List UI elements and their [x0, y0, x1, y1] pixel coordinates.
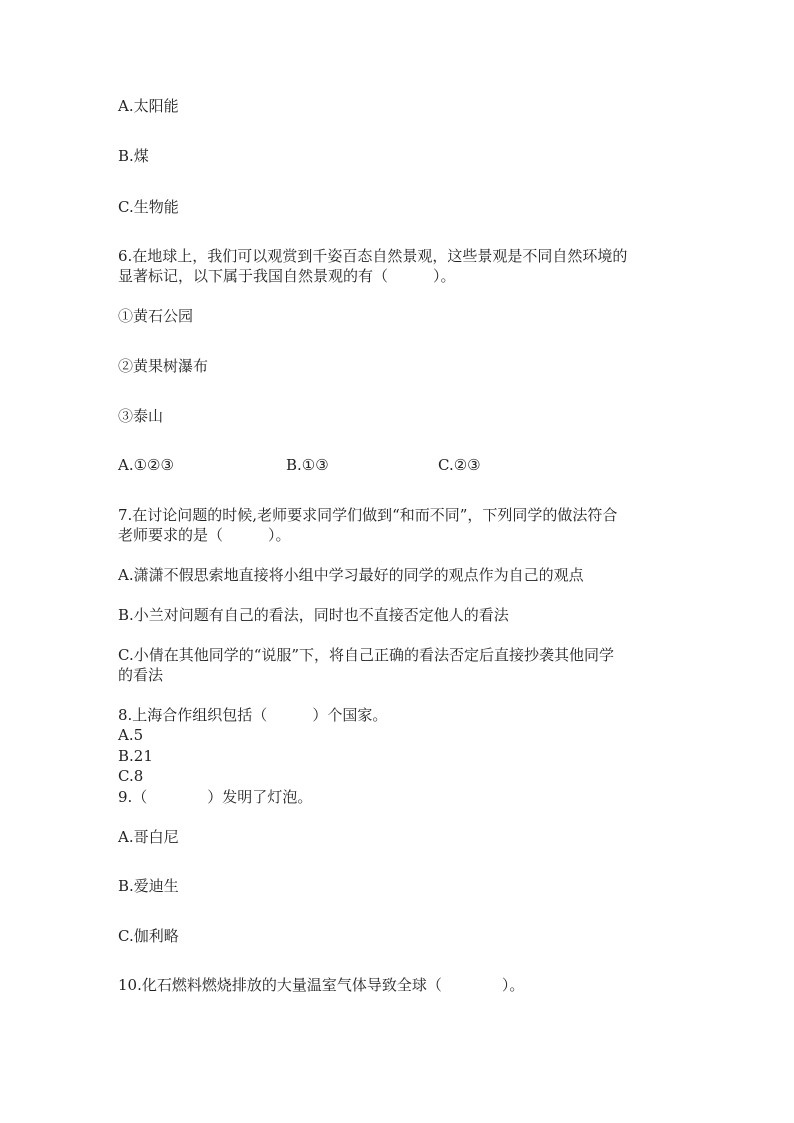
q8-option-b: B.21	[118, 747, 153, 765]
q6-item-2: ②黄果树瀑布	[118, 357, 209, 375]
q6-item-3: ③泰山	[118, 407, 164, 425]
q8-stem: 8.上海合作组织包括（ ）个国家。	[118, 706, 388, 724]
q5-option-b: B.煤	[118, 147, 149, 165]
q7-option-a: A.潇潇不假思索地直接将小组中学习最好的同学的观点作为自己的观点	[118, 566, 584, 584]
q7-stem-line1: 7.在讨论问题的时候,老师要求同学们做到“和而不同”，下列同学的做法符合	[118, 506, 618, 524]
q10-stem: 10.化石燃料燃烧排放的大量温室气体导致全球（ ）。	[118, 976, 525, 994]
q7-option-b: B.小兰对问题有自己的看法，同时也不直接否定他人的看法	[118, 606, 509, 624]
q6-option-b: B.①③	[286, 456, 329, 474]
q9-option-b: B.爱迪生	[118, 877, 179, 895]
q6-option-c: C.②③	[438, 456, 481, 474]
q9-option-c: C.伽利略	[118, 927, 179, 945]
q7-option-c-line2: 的看法	[118, 666, 164, 684]
q7-option-c-line1: C.小倩在其他同学的“说服”下，将自己正确的看法否定后直接抄袭其他同学	[118, 646, 615, 664]
q9-option-a: A.哥白尼	[118, 828, 179, 846]
q9-stem: 9.（ ）发明了灯泡。	[118, 788, 313, 806]
q7-stem-line2: 老师要求的是（ ）。	[118, 526, 291, 544]
q8-option-a: A.5	[118, 726, 144, 744]
q8-option-c: C.8	[118, 767, 144, 785]
q5-option-c: C.生物能	[118, 198, 179, 216]
q6-stem-line1: 6.在地球上，我们可以观赏到千姿百态自然景观，这些景观是不同自然环境的	[118, 247, 628, 265]
q6-stem-line2: 显著标记，以下属于我国自然景观的有（ ）。	[118, 267, 456, 285]
q6-item-1: ①黄石公园	[118, 307, 194, 325]
q5-option-a: A.太阳能	[118, 97, 179, 115]
q6-option-a: A.①②③	[118, 456, 174, 474]
